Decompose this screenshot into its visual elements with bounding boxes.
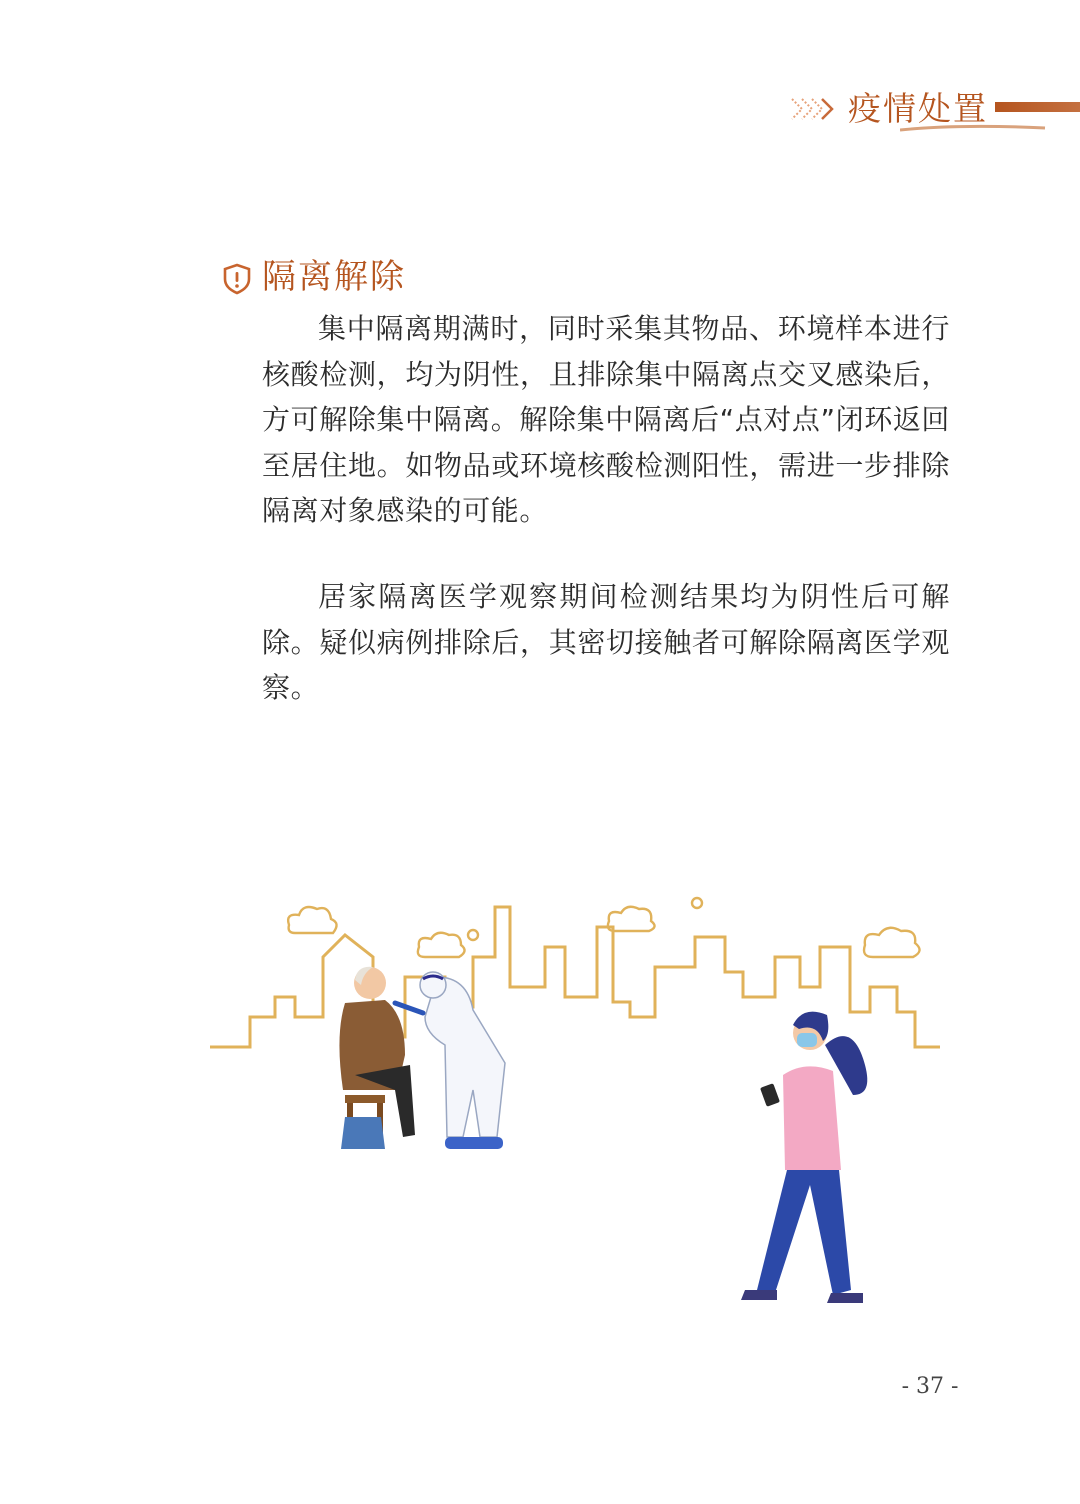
header-accent-bar: [900, 100, 1080, 136]
section-title: 隔离解除: [262, 257, 406, 297]
nucleic-acid-testing-illustration: [205, 885, 950, 1325]
chevrons-icon: [790, 96, 836, 122]
body-paragraph-2: 居家隔离医学观察期间检测结果均为阴性后可解除。疑似病例排除后，其密切接触者可解除隔离医学观察。: [262, 580, 950, 704]
shield-exclamation-icon: [222, 263, 252, 295]
body-paragraph-1: 集中隔离期满时，同时采集其物品、环境样本进行核酸检测，均为阴性，且排除集中隔离点交叉感染后，方可解除集中隔离。解除集中隔离后“点对点”闭环返回至居住地。如物品或环境核酸检测阳性，需进一步排除隔离对象感染的可能。: [262, 312, 951, 527]
page-number: - 37 -: [901, 1374, 959, 1399]
walking-woman-figure: [741, 1012, 867, 1303]
header-title: 疫情处置: [848, 89, 988, 128]
